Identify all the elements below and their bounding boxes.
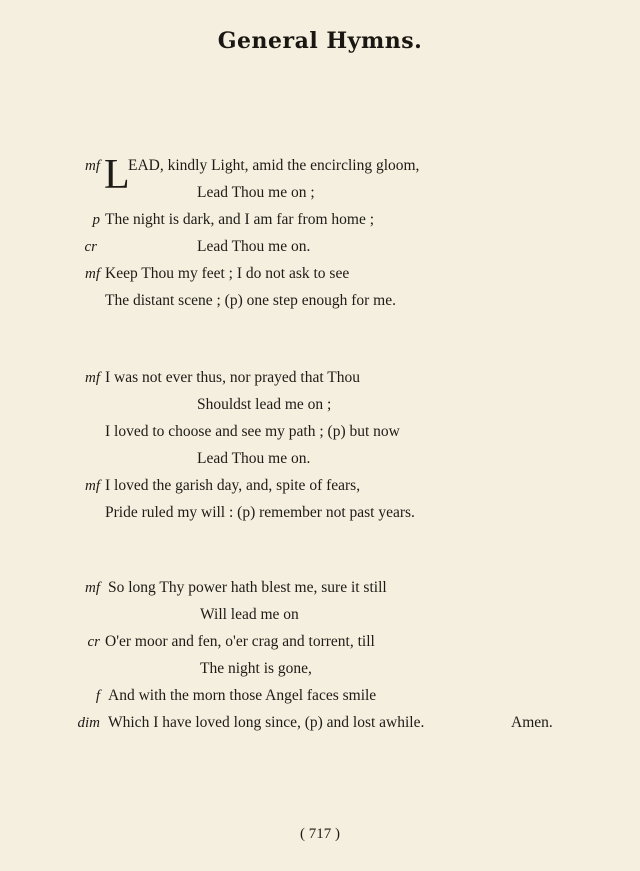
line-text: Lead Thou me on. (197, 450, 311, 467)
dynamic-marking: cr (84, 239, 97, 255)
line-text: Keep Thou my feet ; I do not ask to see (105, 265, 350, 282)
verse-line (0, 156, 640, 176)
verse-line (0, 183, 640, 203)
verse-line (0, 449, 640, 469)
dynamic-marking: mf (85, 158, 100, 174)
line-text: Shouldst lead me on ; (197, 396, 332, 413)
verse-line (0, 395, 640, 415)
verse-line (0, 686, 640, 706)
verse-line (0, 476, 640, 496)
line-text: Will lead me on (200, 606, 299, 623)
line-text: I was not ever thus, nor prayed that Thou (105, 369, 360, 386)
drop-cap: L (104, 152, 130, 198)
dynamic-marking: mf (85, 580, 100, 596)
dynamic-marking: cr (87, 634, 100, 650)
verse-line (0, 422, 640, 442)
line-text: Which I have loved long since, (p) and lost awhile. (108, 714, 425, 731)
line-text: So long Thy power hath blest me, sure it still (108, 579, 387, 596)
line-text: Lead Thou me on. (197, 238, 311, 255)
verse-line (0, 237, 640, 257)
verse-line (0, 632, 640, 652)
line-text: I loved to choose and see my path ; (p) but now (105, 423, 400, 440)
line-text: O'er moor and fen, o'er crag and torrent, till (105, 633, 375, 650)
line-text: Lead Thou me on ; (197, 184, 315, 201)
verse-line (0, 605, 640, 625)
dynamic-marking: mf (85, 370, 100, 386)
verse-line (0, 264, 640, 284)
verse-line (0, 578, 640, 598)
verse-line (0, 503, 640, 523)
line-text: Pride ruled my will : (p) remember not past years. (105, 504, 415, 521)
dynamic-marking: mf (85, 266, 100, 282)
verse-line (0, 659, 640, 679)
dynamic-marking: f (95, 688, 100, 704)
line-text: I loved the garish day, and, spite of fears, (105, 477, 361, 494)
line-text: The night is dark, and I am far from home ; (105, 211, 375, 228)
page-number: ( 717 ) (300, 826, 340, 842)
dynamic-marking: dim (77, 715, 100, 731)
verse-line (0, 713, 640, 733)
dynamic-marking: mf (85, 478, 100, 494)
dynamic-marking: p (92, 212, 100, 228)
verse-line (0, 368, 640, 388)
line-text: EAD, kindly Light, amid the encircling gloom, (128, 157, 420, 174)
line-text: And with the morn those Angel faces smile (108, 687, 377, 704)
line-text: The distant scene ; (p) one step enough for me. (105, 292, 396, 309)
verse-line (0, 291, 640, 311)
verse-line (0, 210, 640, 230)
page-title: General Hymns. (217, 28, 423, 54)
line-text: The night is gone, (200, 660, 312, 677)
amen-text: Amen. (511, 714, 553, 731)
